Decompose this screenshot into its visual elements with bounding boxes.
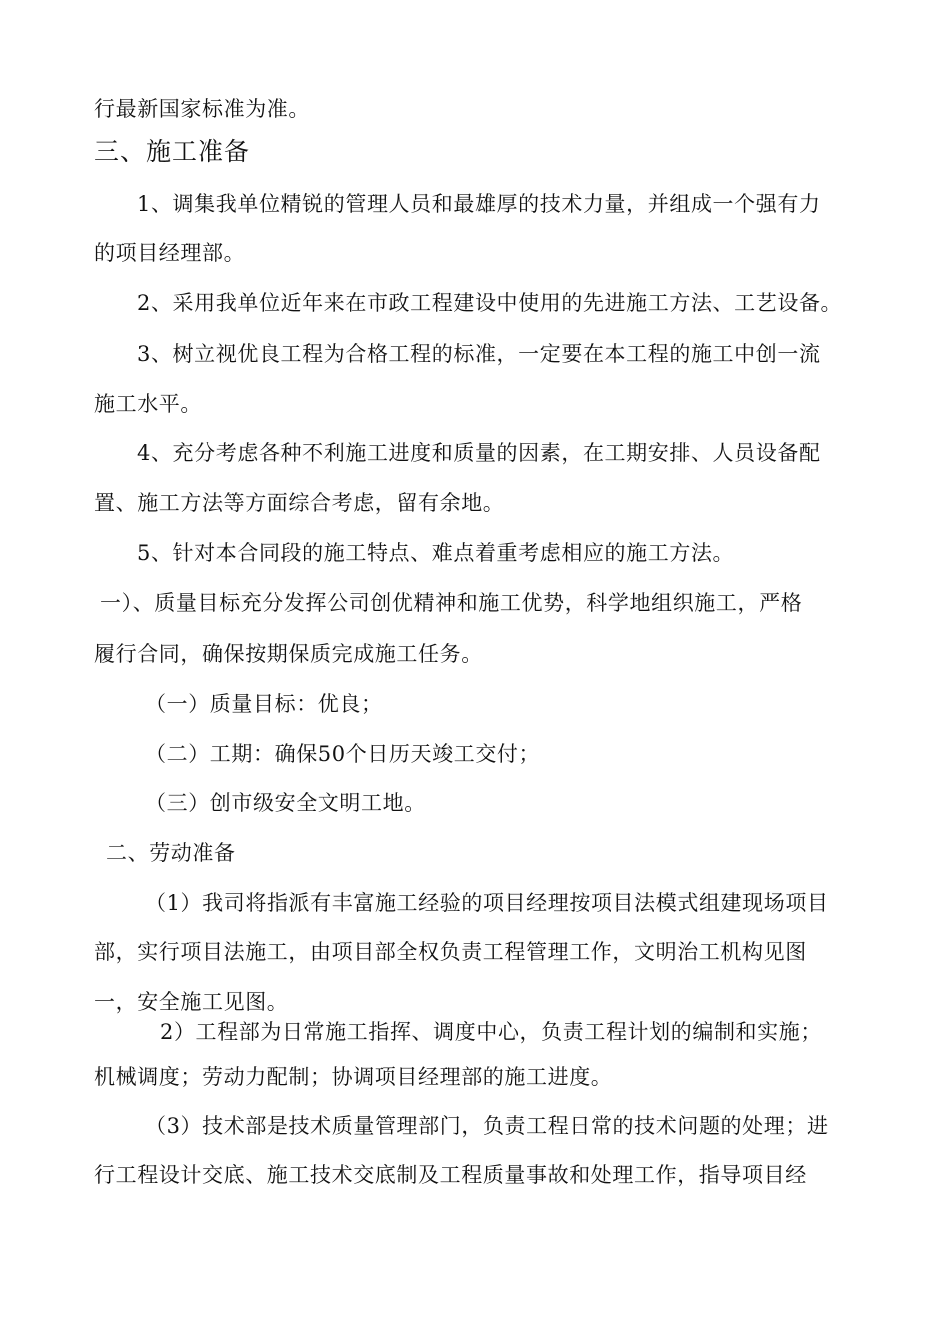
text-line-18: 部，实行项目法施工，由项目部全权负责工程管理工作，文明治工机构见图	[94, 940, 807, 964]
text-line-22: （3）技术部是技术质量管理部门，负责工程日常的技术问题的处理；进	[145, 1114, 829, 1138]
text-line-4: 的项目经理部。	[94, 241, 246, 265]
text-line-11: 一）、质量目标充分发挥公司创优精神和施工优势，科学地组织施工，严格	[100, 591, 803, 615]
text-line-20: 2）工程部为日常施工指挥、调度中心，负责工程计划的编制和实施；	[160, 1020, 822, 1044]
text-line-10: 5、针对本合同段的施工特点、难点着重考虑相应的施工方法。	[137, 541, 735, 565]
text-line-13: （一）质量目标：优良；	[145, 692, 383, 716]
text-line-12: 履行合同，确保按期保质完成施工任务。	[94, 642, 483, 666]
text-line-1: 行最新国家标准为准。	[94, 97, 310, 121]
section-heading-labor-preparation: 二、劳动准备	[106, 841, 236, 865]
text-line-6: 3、树立视优良工程为合格工程的标准，一定要在本工程的施工中创一流	[137, 342, 821, 366]
section-heading-construction-preparation: 三、施工准备	[94, 137, 251, 166]
text-line-23: 行工程设计交底、施工技术交底制及工程质量事故和处理工作，指导项目经	[94, 1163, 807, 1187]
text-line-15: （三）创市级安全文明工地。	[145, 791, 426, 815]
text-line-17: （1）我司将指派有丰富施工经验的项目经理按项目法模式组建现场项目	[145, 891, 829, 915]
text-line-21: 机械调度；劳动力配制；协调项目经理部的施工进度。	[94, 1065, 613, 1089]
text-line-9: 置、施工方法等方面综合考虑，留有余地。	[94, 491, 505, 515]
text-line-3: 1、调集我单位精锐的管理人员和最雄厚的技术力量，并组成一个强有力	[137, 192, 821, 216]
text-line-19: 一，安全施工见图。	[94, 990, 289, 1014]
text-line-5: 2、采用我单位近年来在市政工程建设中使用的先进施工方法、工艺设备。	[137, 291, 843, 315]
text-line-7: 施工水平。	[94, 392, 202, 416]
text-line-14: （二）工期：确保50个日历天竣工交付；	[145, 742, 541, 766]
text-line-8: 4、充分考虑各种不利施工进度和质量的因素，在工期安排、人员设备配	[137, 441, 821, 465]
